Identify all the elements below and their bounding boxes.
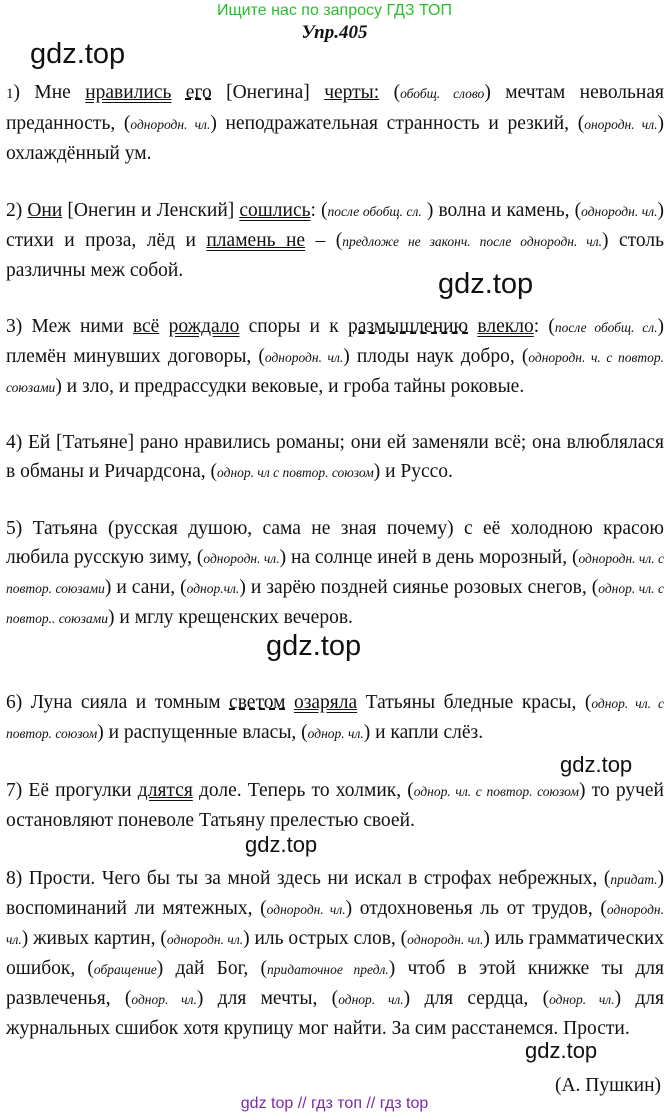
- paragraph-1: 1) Мне нравились его [Онегина] черты: (обобщ. слово) мечтам невольная преданность, (однородн. чл.) неподражательная странность и резкий, (онородн. чл.) охлаждённый ум.: [6, 82, 664, 164]
- watermark: gdz.top: [438, 268, 534, 300]
- watermark: gdz.top: [525, 1038, 598, 1063]
- paragraph-7: 7) Её прогулки длятся доле. Теперь то холмик, (однор. чл. с повтор. союзом) то ручей остановляют поневоле Татьяну прелестью своей.: [6, 780, 664, 831]
- paragraph-3: 3) Меж ними всё рождало споры и к размышлению влекло: (после обобщ. сл.) племён минувших договоры, (однородн. чл.) плоды наук добро, (однородн. ч. с повтор. союзами) и зло, и предрассудки вековые, и гроба тайны роковые.: [6, 316, 665, 397]
- paragraph-2: 2) Они [Онегин и Ленский] сошлись: (после обобщ. сл. ) волна и камень, (однородн. чл.) стихи и проза, лёд и пламень не – (предложе не законч. после однородн. чл.) столь различны меж собой.: [6, 200, 664, 281]
- exercise-title: Упр.405: [301, 22, 368, 43]
- watermark: gdz.top: [560, 752, 633, 777]
- author-attribution: (А. Пушкин): [554, 1075, 661, 1096]
- paragraph-4: 4) Ей [Татьяне] рано нравились романы; они ей заменяли всё; она влюблялася в обманы и Ричардсона, (однор. чл с повтор. союзом) и Руссо.: [6, 432, 664, 482]
- footer-links: gdz top // гдз топ // гдз top: [240, 1095, 429, 1112]
- watermark: gdz.top: [266, 630, 362, 662]
- watermark: gdz.top: [245, 832, 318, 857]
- watermark: gdz.top: [30, 38, 126, 70]
- top-banner: Ищите нас по запросу ГДЗ ТОП: [217, 2, 452, 19]
- paragraph-8: 8) Прости. Чего бы ты за мной здесь ни искал в строфах небрежных, (придат.) воспоминаний ли мятежных, (однородн. чл.) отдохновенья ль от трудов, (однородн. чл.) живых картин, (однородн. чл.) иль острых слов, (однородн. чл.) иль грамматических ошибок, (обращение) дай Бог, (придаточное предл.) чтоб в этой книжке ты для развлеченья, (однор. чл.) для мечты, (однор. чл.) для сердца, (однор. чл.) для журнальных сшибок хотя крупицу мог найти. За сим расстанемся. Прости.: [6, 868, 664, 1039]
- paragraph-5: 5) Татьяна (русская душою, сама не зная почему) с её холодною красою любила русскую зиму, (однородн. чл.) на солнце иней в день морозный, (однородн. чл. с повтор. союзами) и сани, (однор.чл.) и зарёю поздней сиянье розовых снегов, (однор. чл. с повтор.. союзами) и мглу крещенских вечеров.: [6, 518, 665, 628]
- paragraph-6: 6) Луна сияла и томным светом озаряла Татьяны бледные красы, (однор. чл. с повтор. союзом) и распущенные власы, (однор. чл.) и капли слёз.: [6, 692, 664, 743]
